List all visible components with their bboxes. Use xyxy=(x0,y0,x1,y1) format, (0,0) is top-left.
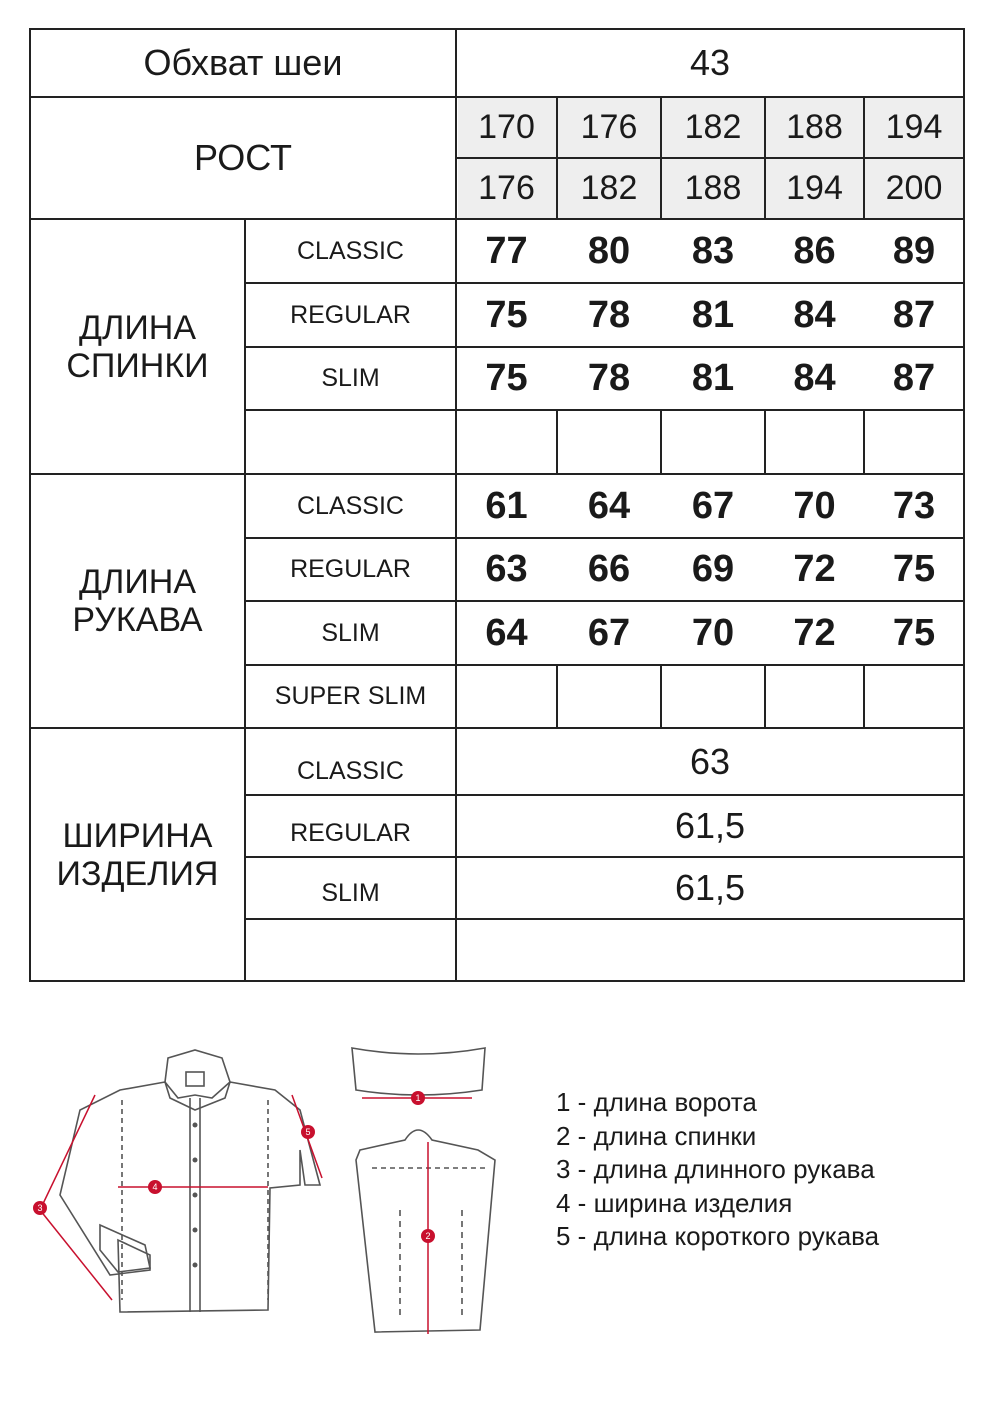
legend-item: 5 - длина короткого рукава xyxy=(556,1221,880,1251)
fit-label: SLIM xyxy=(321,879,380,907)
fit-label: REGULAR xyxy=(290,300,411,329)
back-length-value: 75 xyxy=(485,293,528,336)
sleeve-length-value: 72 xyxy=(793,611,836,654)
sleeve-length-value: 64 xyxy=(587,484,631,527)
height-from: 188 xyxy=(786,108,843,146)
shirt-measurement-diagram xyxy=(0,1020,520,1360)
height-from: 170 xyxy=(478,108,535,146)
sleeve-length-value: 70 xyxy=(793,484,836,527)
height-to: 176 xyxy=(478,169,535,207)
back-length-value: 80 xyxy=(587,229,631,272)
height-to: 194 xyxy=(786,169,843,207)
width-value: 61,5 xyxy=(674,867,746,908)
back-length-title-line: СПИНКИ xyxy=(66,346,209,385)
width-title-line: ШИРИНА xyxy=(62,816,213,855)
fit-label: CLASSIC xyxy=(297,236,404,265)
back-length-value: 81 xyxy=(691,357,735,399)
fit-label: SLIM xyxy=(321,618,380,647)
neck-value: 43 xyxy=(689,42,731,83)
back-length-title xyxy=(30,219,245,474)
height-to: 188 xyxy=(684,169,742,207)
sleeve-length-value: 73 xyxy=(892,484,936,527)
height-to: 182 xyxy=(580,169,638,207)
sleeve-length-value: 70 xyxy=(691,611,735,654)
sleeve-length-value: 66 xyxy=(587,548,631,590)
sleeve-length-value: 75 xyxy=(892,611,936,654)
back-length-title-line: ДЛИНА xyxy=(78,308,196,347)
width-value: 61,5 xyxy=(674,805,746,846)
width-title xyxy=(30,728,245,981)
back-length-value: 87 xyxy=(892,357,936,399)
height-from: 182 xyxy=(684,108,742,146)
measure-marker-label: 2 xyxy=(425,1231,431,1241)
fit-label: CLASSIC xyxy=(297,757,404,785)
legend-item: 1 - длина ворота xyxy=(556,1087,757,1117)
neck-label: Обхват шеи xyxy=(143,42,343,83)
fit-label: CLASSIC xyxy=(297,491,404,520)
legend-item: 3 - длина длинного рукава xyxy=(556,1154,875,1184)
measurement-legend xyxy=(556,1086,879,1254)
sleeve-length-value: 67 xyxy=(691,484,735,527)
height-from: 194 xyxy=(885,108,943,146)
measure-marker-label: 5 xyxy=(305,1127,311,1137)
back-length-value: 87 xyxy=(892,293,936,336)
sleeve-length-value: 67 xyxy=(587,611,631,654)
back-length-value: 81 xyxy=(691,293,735,336)
measure-marker-label: 3 xyxy=(37,1203,43,1213)
fit-label: REGULAR xyxy=(290,555,411,583)
measure-lines xyxy=(40,1095,472,1334)
sleeve-length-value: 63 xyxy=(485,548,528,590)
back-length-value: 75 xyxy=(485,357,528,399)
sleeve-length-title xyxy=(30,474,245,728)
legend-item: 4 - ширина изделия xyxy=(556,1187,793,1218)
sleeve-length-value: 61 xyxy=(485,484,528,527)
back-length-value: 78 xyxy=(587,357,631,399)
back-length-value: 89 xyxy=(892,229,936,272)
back-length-value: 84 xyxy=(793,357,836,399)
sleeve-length-value: 72 xyxy=(793,548,836,590)
sleeve-length-value: 69 xyxy=(691,548,735,590)
shirt-front-icon xyxy=(60,1050,320,1312)
back-length-value: 84 xyxy=(793,293,836,336)
fit-label: SUPER SLIM xyxy=(274,682,427,710)
sleeve-length-title-line: РУКАВА xyxy=(72,601,203,639)
height-to: 200 xyxy=(885,169,943,207)
width-value: 63 xyxy=(689,740,731,782)
measure-markers xyxy=(33,1091,435,1243)
back-length-value: 77 xyxy=(485,229,528,272)
sleeve-length-value: 75 xyxy=(892,548,936,590)
shirt-front-buttons xyxy=(193,1123,198,1268)
legend-item: 2 - длина спинки xyxy=(556,1120,757,1151)
height-label: РОСТ xyxy=(193,137,292,178)
sleeve-length-value: 64 xyxy=(485,611,528,654)
back-length-value: 78 xyxy=(587,293,631,336)
back-length-value: 86 xyxy=(793,229,836,272)
shirt-back-icon xyxy=(352,1048,495,1332)
back-length-value: 83 xyxy=(691,229,735,272)
measure-marker-label: 1 xyxy=(415,1093,421,1103)
width-title-line: ИЗДЕЛИЯ xyxy=(56,854,219,893)
fit-label: SLIM xyxy=(321,364,380,392)
sleeve-length-title-line: ДЛИНА xyxy=(78,563,196,601)
measure-marker-label: 4 xyxy=(152,1182,158,1192)
fit-label: REGULAR xyxy=(290,819,411,847)
height-from: 176 xyxy=(580,108,638,146)
